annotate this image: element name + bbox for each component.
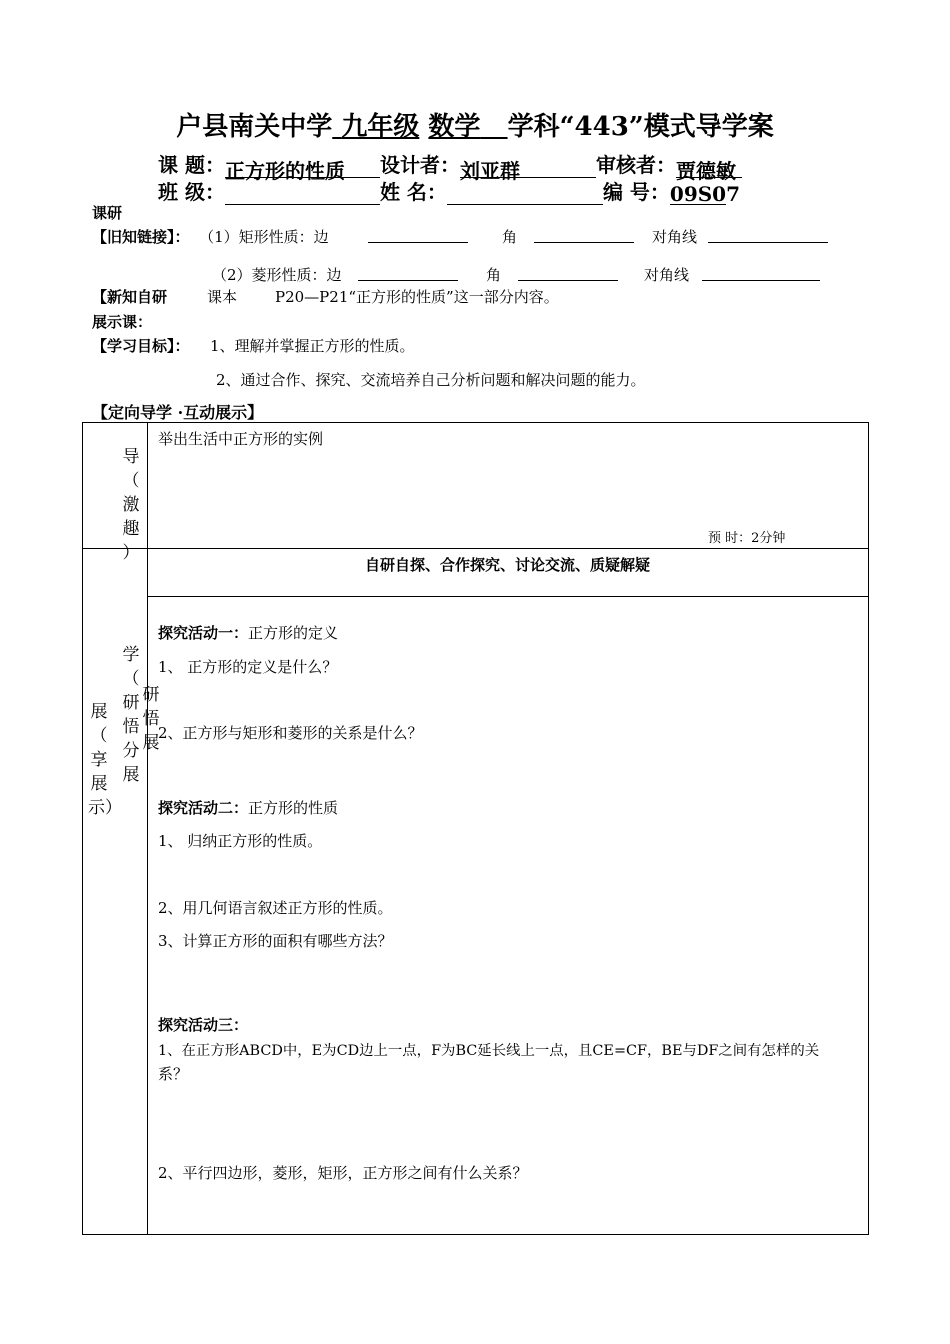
- goals-label: 【学习目标】：: [92, 337, 190, 355]
- old-knowledge-row-1: [92, 226, 329, 247]
- table-divider-vertical: [147, 423, 148, 1234]
- reviewer-field: [675, 155, 742, 183]
- goal-1: 1、理解并掌握正方形的性质。: [210, 337, 415, 355]
- new-knowledge-content: P20—P21“正方形的性质”这一部分内容。: [275, 288, 559, 306]
- rectangle-props: （1）矩形性质：边: [199, 228, 329, 246]
- name-field[interactable]: [447, 182, 603, 205]
- activity2-heading: [158, 797, 338, 818]
- designer-label: 设计者：: [379, 153, 460, 177]
- rhombus-diagonal-blank[interactable]: [702, 266, 820, 281]
- new-knowledge-extra: 课本: [207, 288, 238, 306]
- section-heading: 【定向导学 ·互动展示】: [92, 403, 264, 422]
- course-value: 正方形的性质: [224, 159, 345, 183]
- new-knowledge-row: [92, 286, 167, 307]
- rect-diagonal-blank[interactable]: [708, 228, 828, 243]
- activity2-q2: 2、用几何语言叙述正方形的性质。: [158, 899, 393, 917]
- activity3-title: 探究活动三：: [158, 1016, 249, 1034]
- table-divider-row: [82, 548, 868, 549]
- new-knowledge-label: 【新知自研: [92, 288, 168, 306]
- show-label: 展示课：: [92, 313, 153, 331]
- title-suffix: 学科“443”模式导学案: [507, 112, 774, 142]
- goal-2: 2、通过合作、探究、交流培养自己分析问题和解决问题的能力。: [216, 371, 646, 389]
- activity2-title: 探究活动二：: [158, 799, 249, 817]
- activity2-topic: 正方形的性质: [248, 799, 339, 817]
- rect-diagonal-label: 对角线: [652, 228, 698, 246]
- row1-text: 举出生活中正方形的实例: [158, 430, 324, 448]
- table-divider-header: [147, 596, 868, 597]
- activity3-q1-cont: 系？: [158, 1065, 189, 1083]
- rect-side-blank[interactable]: [368, 228, 468, 243]
- number-label: 编 号：: [602, 180, 670, 204]
- row1-time: 预 时：2分钟: [708, 531, 786, 546]
- designer-value: 刘亚群: [459, 159, 520, 183]
- reviewer-label: 审核者：: [595, 153, 676, 177]
- row2-header: 自研自探、合作探究、讨论交流、质疑解疑: [364, 556, 650, 574]
- row1-label: 导 （ 激 趣 ）: [122, 447, 140, 563]
- designer-field: [459, 155, 596, 183]
- preview-label: 课研: [92, 204, 123, 222]
- info-row-1: [158, 149, 742, 183]
- class-field[interactable]: [225, 182, 380, 205]
- number-value: 09S07: [669, 182, 741, 206]
- activity2-q1: 1、 归纳正方形的性质。: [158, 832, 323, 850]
- rect-angle-label: 角: [502, 228, 518, 246]
- name-label: 姓 名：: [379, 180, 447, 204]
- activity1-heading: [158, 622, 338, 643]
- info-row-2: [158, 176, 741, 206]
- reviewer-value: 贾德敏: [675, 159, 736, 183]
- rhombus-diagonal-label: 对角线: [644, 266, 690, 284]
- row2-mid-label-b: 研 悟 展: [142, 685, 160, 753]
- school-name: 户县南关中学: [176, 112, 333, 142]
- number-field: [669, 182, 741, 206]
- rect-angle-blank[interactable]: [534, 228, 634, 243]
- activity3-q2: 2、平行四边形，菱形，矩形，正方形之间有什么关系？: [158, 1164, 528, 1182]
- grade: 九年级: [341, 112, 420, 142]
- row2-left-label: 展 （ 享 展 示）: [88, 702, 122, 818]
- activity3-q1: 1、在正方形ABCD中，E为CD边上一点，F为BC延长线上一点，且CE=CF，BE与DF之间有怎样的关: [158, 1043, 820, 1059]
- rhombus-angle-label: 角: [486, 266, 502, 284]
- class-label: 班 级：: [158, 180, 225, 204]
- activity1-title: 探究活动一：: [158, 624, 249, 642]
- activity1-topic: 正方形的定义: [248, 624, 339, 642]
- rhombus-angle-blank[interactable]: [518, 266, 618, 281]
- rhombus-side-blank[interactable]: [358, 266, 458, 281]
- course-field: [224, 155, 380, 183]
- activity2-q3: 3、计算正方形的面积有哪些方法？: [158, 932, 393, 950]
- activity1-q1: 1、 正方形的定义是什么？: [158, 658, 338, 676]
- row2-mid-label: 学 （ 研 悟 分 展: [122, 645, 140, 785]
- activity1-q2: 2、正方形与矩形和菱形的关系是什么？: [158, 724, 423, 742]
- page-title: [0, 106, 950, 143]
- rhombus-props: （2）菱形性质：边: [212, 266, 342, 284]
- course-label: 课 题：: [158, 153, 225, 177]
- old-knowledge-label: 【旧知链接】：: [92, 228, 190, 246]
- subject: 数学: [428, 112, 481, 142]
